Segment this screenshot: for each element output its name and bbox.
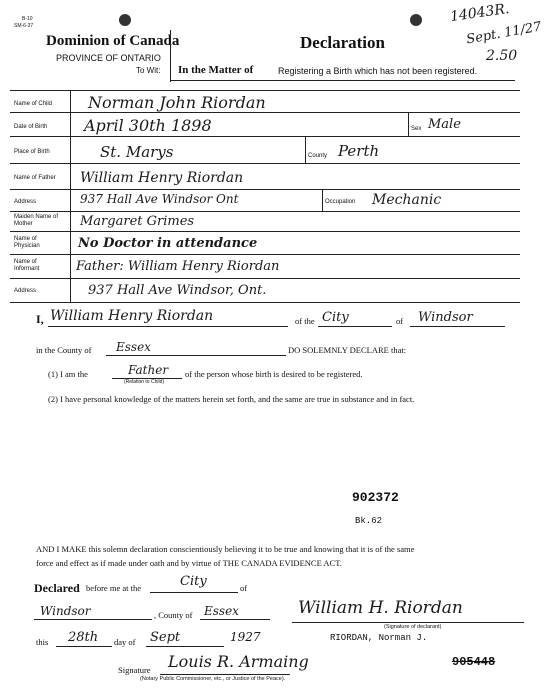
grid-row-1 [10,112,520,113]
typed-declarant-name: RIORDAN, Norman J. [330,633,428,643]
sex-divider [408,112,409,136]
sex-label: Sex [411,126,422,132]
name-of-father-label: Name of Father [14,175,56,181]
grid-row-4 [10,189,520,190]
place-of-birth-value: St. Marys [100,143,174,161]
declared-month-underline [146,646,224,647]
county-label: County [308,153,328,159]
date-of-birth-label: Date of Birth [14,124,48,130]
date-note: Sept. 11/27 [465,19,543,48]
county-prefix-text: in the County of [36,345,92,355]
address2-label: Address [14,288,37,294]
item1-prefix: (1) I am the [48,369,88,379]
name-of-child-label: Name of Child [14,101,53,107]
commissioner-caption: (Notary Public Commissioner, etc., or Justice of the Peace). [140,676,286,682]
this-text: this [36,637,49,647]
place-underline [410,326,505,327]
declarant-name: William Henry Riordan [50,308,214,324]
closing-line-2: force and effect as if made under oath and by virtue of THE CANADA EVIDENCE ACT. [36,558,342,568]
header-divider [170,30,171,82]
form-code-2: SM-6-37 [14,23,34,29]
declarant-signature-underline [292,622,524,623]
of-text: of [396,316,404,326]
item1-rest: of the person whose birth is desired to be registered. [185,369,363,379]
grid-top [10,90,520,91]
occupation-divider [322,189,323,211]
informant-label: Name of Informant [14,259,40,272]
solemnly-declare-text: DO SOLEMNLY DECLARE that: [288,345,407,355]
physician-label: Name of Physician [14,236,40,249]
declared-county-underline [200,619,270,620]
occupation-label: Occupation [325,199,356,205]
occupation-value: Mechanic [372,192,442,208]
dominion-heading: Dominion of Canada [46,33,180,49]
sex-value: Male [428,117,461,132]
grid-row-2 [10,136,520,137]
physician-value: No Doctor in attendance [78,236,258,251]
declarant-signature-caption: (Signature of declarant) [384,624,442,630]
declarant-signature: William H. Riordan [298,598,463,618]
declarant-i: I, [36,312,44,326]
declared-place-underline [34,619,152,620]
date-of-birth-value: April 30th 1898 [84,116,212,135]
closing-line-1: AND I MAKE this solemn declaration conscientiously believing it to be true and knowing that it is of the same [36,544,415,554]
punch-hole-left [119,14,131,26]
relation-caption: (Relation to Child) [124,379,165,385]
declarant-underline [48,326,288,327]
grid-label-divider [70,90,71,302]
city-value: City [322,310,349,325]
form-code-1: B-10 [22,16,33,22]
father-name-value: William Henry Riordan [80,170,244,186]
county-divider [305,136,306,163]
declared-day-value: 28th [68,630,99,645]
maiden-name-label: Maiden Name of Mother [14,214,59,227]
declared-month-value: Sept [150,630,181,645]
matter-underline [170,80,515,81]
item2-text: (2) I have personal knowledge of the matters herein set forth, and the same are true in substance and in fact. [48,394,415,404]
child-name-value: Norman John Riordan [88,93,266,112]
declared-county-prefix: , County of [154,610,193,620]
county-value: Perth [338,142,380,160]
fee-note: 2.50 [486,48,518,64]
declared-city-underline [150,592,238,593]
punch-hole-right [410,14,422,26]
declaration-heading: Declaration [300,33,385,52]
grid-row-7 [10,254,520,255]
registration-number-stamp: 902372 [352,490,399,505]
address-label: Address [14,199,37,205]
place-value: Windsor [418,310,473,325]
informant-value: Father: William Henry Riordan [76,259,280,274]
declared-year-value: 1927 [230,630,261,644]
relation-value: Father [128,363,169,377]
crossed-out-number: 905448 [452,655,496,669]
grid-row-6 [10,231,520,232]
declared-place-value: Windsor [40,604,91,618]
grid-row-5 [10,211,520,212]
grid-row-3 [10,163,520,164]
city-underline [318,326,392,327]
informant-address-value: 937 Hall Ave Windsor, Ont. [88,283,267,298]
county-underline [106,355,286,356]
commissioner-signature: Louis R. Armaing [168,652,309,671]
day-of-text: day of [114,637,136,647]
declared-city-value: City [180,574,207,589]
declared-word: Declared [34,581,80,595]
declared-county-value: Essex [204,604,239,618]
file-number-note: 14043R. [449,0,511,26]
matter-text: Registering a Birth which has not been registered. [278,66,478,76]
signature-label: Signature [118,665,151,675]
place-of-birth-label: Place of Birth [14,149,50,155]
of-the-text: of the [295,316,315,326]
mother-maiden-name-value: Margaret Grimes [80,214,195,229]
declared-day-underline [56,646,112,647]
declaration-county-value: Essex [116,340,151,354]
to-wit-label: To Wit: [136,66,161,75]
declared-of-text: of [240,583,248,593]
matter-prefix: In the Matter of [178,64,254,76]
grid-row-8 [10,278,520,279]
address-value: 937 Hall Ave Windsor Ont [80,192,239,206]
book-number-stamp: Bk.62 [355,516,383,526]
province-heading: PROVINCE OF ONTARIO [56,53,161,63]
before-me-text: before me at the [86,583,141,593]
grid-bottom [10,302,520,303]
commissioner-signature-underline [160,674,290,675]
